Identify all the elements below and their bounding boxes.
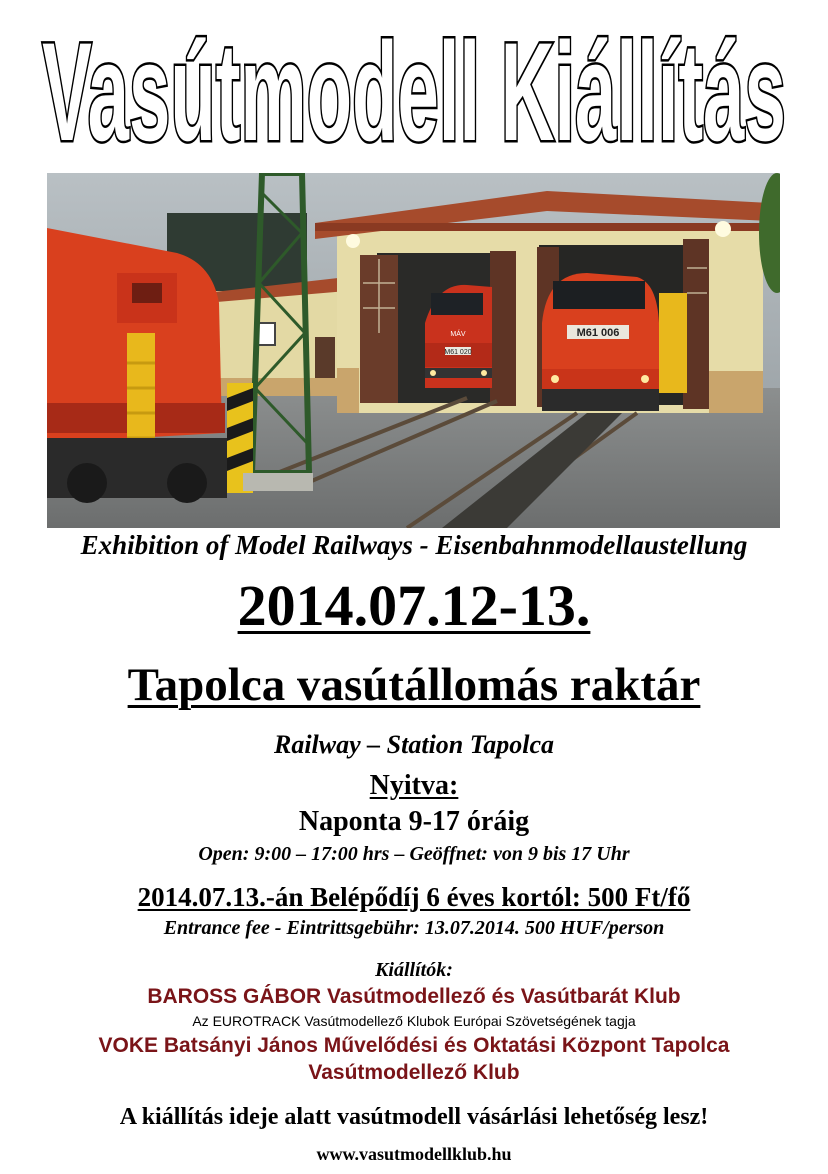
opening-heading: Nyitva:	[369, 770, 459, 801]
small-building	[205, 277, 347, 396]
locomotive-left	[425, 285, 492, 388]
title-graphic	[0, 0, 828, 170]
opening-daily: Naponta 9-17 óráig	[298, 806, 530, 837]
locomotive-shed-photo	[47, 173, 780, 528]
loco-right-number: M61 006	[576, 327, 620, 339]
locomotive-right	[542, 273, 687, 411]
event-date: 2014.07.12-13.	[237, 573, 591, 638]
sale-note: A kiállítás ideje alatt vasútmodell vásárlási lehetőség lesz!	[119, 1104, 709, 1130]
venue-translation: Railway – Station Tapolca	[273, 730, 555, 759]
exhibitor-club-1-note: Az EUROTRACK Vasútmodellező Klubok Európai Szövetségének tagja	[192, 1013, 636, 1029]
subtitle: Exhibition of Model Railways - Eisenbahnmodellaustellung	[80, 530, 748, 560]
poster-title	[0, 0, 828, 170]
locomotive-foreground	[47, 228, 227, 503]
entrance-fee-translation: Entrance fee - Eintrittsgebühr: 13.07.2014. 500 HUF/person	[163, 917, 665, 939]
exhibitors-heading: Kiállítók:	[375, 959, 453, 981]
website-url: www.vasutmodellklub.hu	[316, 1144, 512, 1164]
opening-hours-translation: Open: 9:00 – 17:00 hrs – Geöffnet: von 9 bis 17 Uhr	[198, 843, 630, 865]
loco-left-number: M61 020	[444, 349, 472, 356]
exhibitor-club-2-line-2: Vasútmodellező Klub	[308, 1061, 520, 1084]
title-text: Vasútmodell Kiállítás	[42, 14, 786, 170]
venue: Tapolca vasútállomás raktár	[127, 659, 701, 711]
loco-left-mark: MÁV	[450, 331, 466, 338]
photo-illustration	[47, 173, 780, 528]
entrance-fee: 2014.07.13.-án Belépődíj 6 éves kortól: 500 Ft/fő	[137, 882, 691, 912]
exhibitor-club-1: BAROSS GÁBOR Vasútmodellező és Vasútbarát Klub	[147, 985, 681, 1008]
exhibitor-club-2: VOKE Batsányi János Művelődési és Oktatási Központ Tapolca	[98, 1034, 730, 1057]
